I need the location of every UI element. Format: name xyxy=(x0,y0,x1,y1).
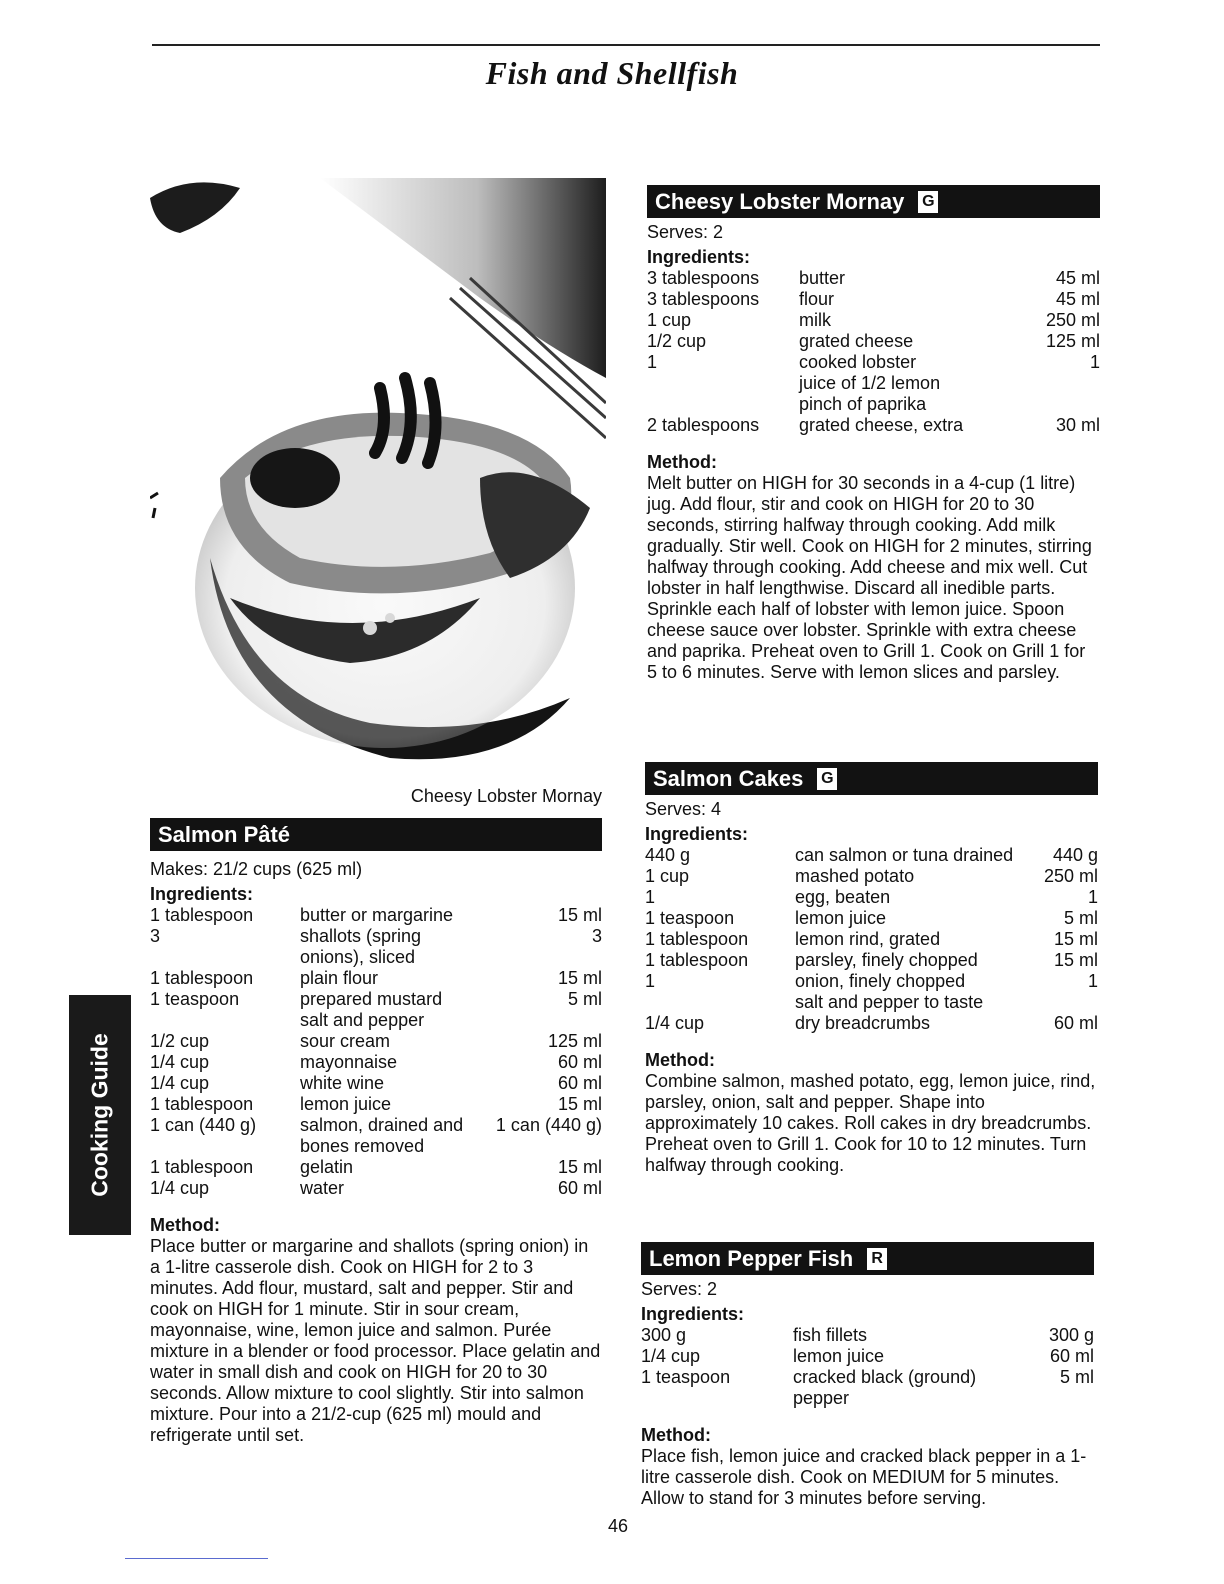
ingredient-name: sour cream xyxy=(300,1031,391,1051)
recipe-salmon-cakes xyxy=(645,762,1098,1176)
ingredient-metric: 15 ml xyxy=(557,968,602,988)
ingredient-amount: 1/2 cup xyxy=(150,1031,210,1051)
page-number: 46 xyxy=(608,1516,629,1536)
ingredient-metric: 45 ml xyxy=(1055,289,1100,309)
ingredient-amount: 1 xyxy=(645,887,656,907)
top-rule xyxy=(152,44,1100,46)
ingredient-name: water xyxy=(300,1178,345,1198)
ingredient-metric: 1 xyxy=(1089,352,1100,372)
photo-caption: Cheesy Lobster Mornay xyxy=(410,786,602,806)
ingredient-name: lemon juice xyxy=(300,1094,392,1114)
ingredient-metric: 440 g xyxy=(1052,845,1098,865)
ingredient-metric: 60 ml xyxy=(1049,1346,1094,1366)
method-text: Place fish, lemon juice and cracked black pepper in a 1-litre casserole dish. Cook on MEDIUM for 5 minutes. Allow to stand for 3 minutes before serving. xyxy=(641,1446,1087,1508)
ingredient-metric: 250 ml xyxy=(1045,310,1100,330)
ingredient-amount: 1 can (440 g) xyxy=(150,1115,257,1135)
ingredient-metric: 60 ml xyxy=(557,1052,602,1072)
ingredients-label: Ingredients: xyxy=(641,1304,745,1324)
method-text: Combine salmon, mashed potato, egg, lemon juice, rind, parsley, onion, salt and pepper. Shape into approximately 10 cakes. Roll cakes in dry breadcrumbs. Preheat oven to Grill 1. Cook for 10 to 12 minutes. Turn halfway through cooking. xyxy=(645,1071,1096,1175)
ingredient-amount: 1 xyxy=(645,971,656,991)
ingredient-name: onion, finely chopped xyxy=(795,971,966,991)
ingredient-amount: 1/4 cup xyxy=(641,1346,701,1366)
ingredients-label: Ingredients: xyxy=(150,884,254,904)
makes: Makes: 21/2 cups (625 ml) xyxy=(150,859,363,879)
ingredient-metric: 1 xyxy=(1087,971,1098,991)
ingredient-amount: 3 xyxy=(150,926,161,946)
ingredient-metric: 60 ml xyxy=(1053,1013,1098,1033)
ingredient-name: grated cheese xyxy=(799,331,914,351)
ingredient-amount xyxy=(647,394,799,415)
ingredient-amount: 1/4 cup xyxy=(150,1178,210,1198)
ingredient-name: mayonnaise xyxy=(300,1052,398,1072)
ingredient-amount: 1 teaspoon xyxy=(645,908,735,928)
method-label: Method: xyxy=(641,1425,711,1445)
ingredient-name: pinch of paprika xyxy=(799,394,927,414)
method-text: Melt butter on HIGH for 30 seconds in a 4-cup (1 litre) jug. Add flour, stir and cook on HIGH for 20 to 30 seconds, stirring halfway through cooking. Add milk gradually. Stir well. Cook on HIGH for 2 minutes, stirring halfway through cooking. Add cheese and mix well. Cut lobster in half lengthwise. Discard all inedible parts. Sprinkle each half of lobster with lemon juice. Spoon cheese sauce over lobster. Sprinkle with extra cheese and paprika. Preheat oven to Grill 1. Cook on Grill 1 for 5 to 6 minutes. Serve with lemon slices and parsley. xyxy=(647,473,1092,682)
grill-badge: G xyxy=(817,768,837,790)
ingredient-metric: 45 ml xyxy=(1055,268,1100,288)
ingredient-amount: 1 tablespoon xyxy=(150,1094,254,1114)
ingredient-metric: 5 ml xyxy=(1063,908,1098,928)
ingredient-metric: 15 ml xyxy=(557,1094,602,1114)
ingredient-amount: 1/2 cup xyxy=(647,331,707,351)
ingredient-amount: 1/4 cup xyxy=(150,1073,210,1093)
ingredient-name: butter or margarine xyxy=(300,905,454,925)
recipe-title-bar xyxy=(641,1242,1094,1275)
ingredient-metric: 15 ml xyxy=(1053,929,1098,949)
serves: Serves: 4 xyxy=(645,799,722,819)
ingredient-name: flour xyxy=(799,289,835,309)
ingredient-name: salt and pepper to taste xyxy=(795,992,984,1012)
page-title: Fish and Shellfish xyxy=(485,55,739,91)
ingredient-name: fish fillets xyxy=(793,1325,868,1345)
ingredients-list xyxy=(645,845,1098,1034)
ingredient-amount: 1 teaspoon xyxy=(150,989,240,1009)
recipe-title: Salmon Pâté xyxy=(158,822,291,847)
ingredient-amount xyxy=(645,992,795,1013)
ingredient-metric: 60 ml xyxy=(557,1073,602,1093)
serves: Serves: 2 xyxy=(641,1279,718,1299)
ingredients-list xyxy=(647,268,1100,436)
ingredient-metric: 30 ml xyxy=(1055,415,1100,435)
ingredient-name: juice of 1/2 lemon xyxy=(799,373,941,393)
ingredient-amount: 1 tablespoon xyxy=(150,968,254,988)
grill-badge: G xyxy=(918,191,938,213)
ingredient-metric: 3 xyxy=(591,926,602,946)
ingredient-metric xyxy=(1020,373,1100,394)
ingredient-name: can salmon or tuna drained xyxy=(795,845,1014,865)
ingredient-name: prepared mustard xyxy=(300,989,443,1009)
recipe-title-bar xyxy=(645,762,1098,795)
ingredient-metric: 125 ml xyxy=(547,1031,602,1051)
ingredient-metric: 250 ml xyxy=(1043,866,1098,886)
ingredient-amount: 1/4 cup xyxy=(150,1052,210,1072)
ingredient-metric xyxy=(1020,394,1100,415)
ingredient-metric xyxy=(482,1010,602,1031)
ingredient-name: plain flour xyxy=(300,968,379,988)
ingredients-list xyxy=(150,905,602,1199)
ingredient-name: salmon, drained and bones removed xyxy=(300,1115,464,1156)
ingredient-name: cooked lobster xyxy=(799,352,917,372)
ingredient-amount: 1 tablespoon xyxy=(645,950,749,970)
recipe-title: Lemon Pepper Fish xyxy=(649,1246,854,1271)
ingredient-amount: 1 tablespoon xyxy=(150,1157,254,1177)
ingredient-amount: 3 tablespoons xyxy=(647,289,760,309)
ingredient-metric: 1 can (440 g) xyxy=(495,1115,602,1135)
ingredient-amount xyxy=(150,1010,300,1031)
recipe-lemon-pepper-fish xyxy=(641,1242,1094,1509)
method-text: Place butter or margarine and shallots (spring onion) in a 1-litre casserole dish. Cook on HIGH for 2 to 3 minutes. Add flour, mustard, salt and pepper. Stir and cook on HIGH for 1 minute. Stir in sour cream, mayonnaise, wine, lemon juice and salmon. Purée mixture in a blender or food processor. Place gelatin and water in small dish and cook on HIGH for 20 to 30 seconds. Allow mixture to cool slightly. Stir into salmon mixture. Pour into a 21/2-cup (625 ml) mould and refrigerate until set. xyxy=(150,1236,601,1445)
ingredient-metric: 15 ml xyxy=(557,905,602,925)
method-label: Method: xyxy=(645,1050,715,1070)
bottom-rule xyxy=(125,1558,268,1559)
ingredient-amount: 1 tablespoon xyxy=(150,905,254,925)
ingredient-amount: 1 cup xyxy=(647,310,692,330)
ingredients-list xyxy=(641,1325,1094,1409)
ingredient-name: egg, beaten xyxy=(795,887,891,907)
ingredient-metric: 15 ml xyxy=(557,1157,602,1177)
ingredient-name: gelatin xyxy=(300,1157,354,1177)
recipe-title-bar xyxy=(647,185,1100,218)
side-tab xyxy=(69,995,131,1235)
ingredient-metric xyxy=(1018,992,1098,1013)
recipe-title-bar xyxy=(150,818,602,851)
ingredient-amount: 1 xyxy=(647,352,658,372)
ingredient-name: mashed potato xyxy=(795,866,915,886)
ingredient-metric: 5 ml xyxy=(1059,1367,1094,1387)
lobster-photo xyxy=(150,178,606,768)
recipe-salmon-pate xyxy=(150,818,602,1446)
recipe-title: Cheesy Lobster Mornay xyxy=(655,189,905,214)
ingredient-metric: 15 ml xyxy=(1053,950,1098,970)
ingredient-amount xyxy=(647,373,799,394)
ingredient-metric: 60 ml xyxy=(557,1178,602,1198)
ingredient-metric: 5 ml xyxy=(567,989,602,1009)
ingredient-amount: 1 teaspoon xyxy=(641,1367,731,1387)
method-label: Method: xyxy=(647,452,717,472)
ingredient-metric: 300 g xyxy=(1048,1325,1094,1345)
ingredient-name: lemon rind, grated xyxy=(795,929,941,949)
recipe-title: Salmon Cakes xyxy=(653,766,804,791)
ingredient-metric: 125 ml xyxy=(1045,331,1100,351)
ingredient-amount: 3 tablespoons xyxy=(647,268,760,288)
ingredient-amount: 1 cup xyxy=(645,866,690,886)
ingredient-name: dry breadcrumbs xyxy=(795,1013,931,1033)
ingredients-label: Ingredients: xyxy=(645,824,749,844)
ingredient-amount: 1/4 cup xyxy=(645,1013,705,1033)
ingredient-name: butter xyxy=(799,268,846,288)
method-label: Method: xyxy=(150,1215,220,1235)
ingredient-name: parsley, finely chopped xyxy=(795,950,978,970)
ingredient-name: milk xyxy=(799,310,831,330)
serves: Serves: 2 xyxy=(647,222,724,242)
ingredient-amount: 2 tablespoons xyxy=(647,415,760,435)
roast-badge: R xyxy=(867,1248,887,1270)
ingredient-name: cracked black (ground) pepper xyxy=(793,1367,977,1408)
ingredient-name: white wine xyxy=(300,1073,385,1093)
side-tab-label: Cooking Guide xyxy=(86,1033,113,1197)
recipe-cheesy-lobster-mornay xyxy=(647,185,1100,683)
ingredient-metric: 1 xyxy=(1087,887,1098,907)
ingredient-name: shallots (spring onions), sliced xyxy=(300,926,422,967)
ingredient-name: salt and pepper xyxy=(300,1010,425,1030)
ingredient-name: lemon juice xyxy=(793,1346,885,1366)
ingredient-name: lemon juice xyxy=(795,908,887,928)
ingredient-amount: 1 tablespoon xyxy=(645,929,749,949)
ingredients-label: Ingredients: xyxy=(647,247,751,267)
ingredient-amount: 300 g xyxy=(641,1325,687,1345)
ingredient-amount: 440 g xyxy=(645,845,691,865)
ingredient-name: grated cheese, extra xyxy=(799,415,964,435)
